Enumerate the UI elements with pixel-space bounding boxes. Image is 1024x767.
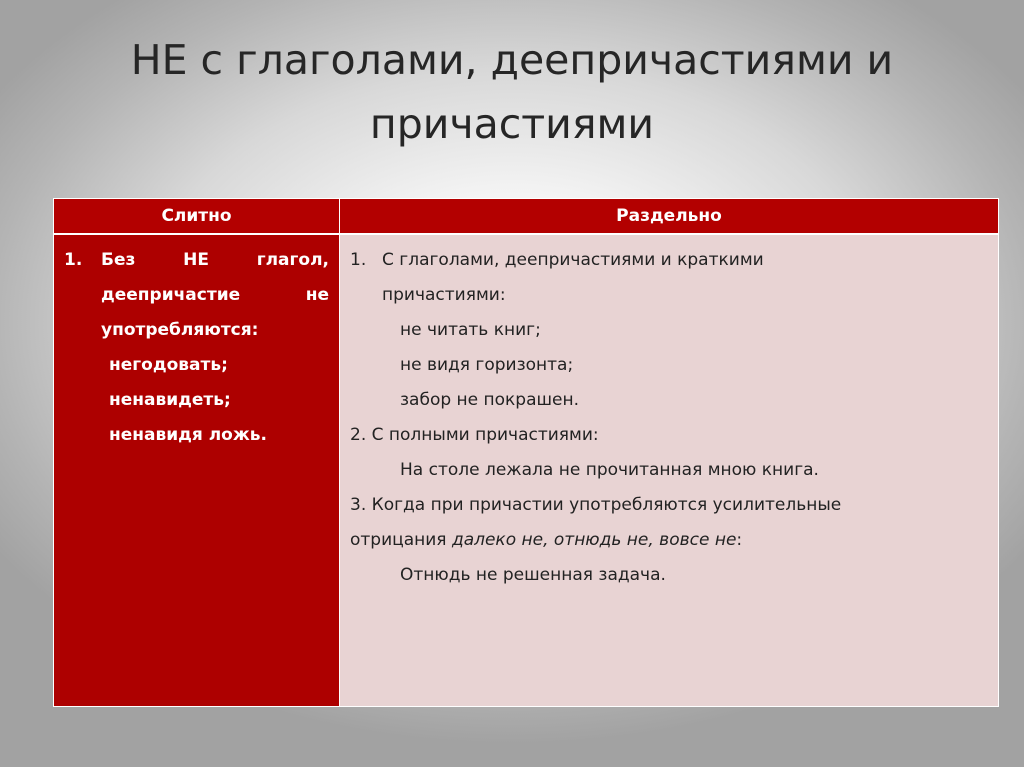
- header-razdelno: Раздельно: [340, 199, 999, 235]
- right-example: забор не покрашен.: [400, 390, 580, 410]
- left-rule-text: Без НЕ глагол, деепричастие не употребляются:: [101, 250, 329, 340]
- left-rule: [64, 243, 329, 348]
- left-rule-number: 1.: [64, 250, 83, 270]
- table-row: [54, 234, 999, 707]
- left-cell: [54, 234, 340, 707]
- slide-title: НЕ с глаголами, деепричастиями и причастиями: [130, 36, 894, 148]
- header-slitno: Слитно: [54, 199, 340, 235]
- right-rule-2-text: 2. С полными причастиями:: [350, 425, 599, 445]
- left-example: негодовать;: [109, 355, 228, 375]
- right-example: Отнюдь не решенная задача.: [400, 565, 666, 585]
- right-rule-3-suffix: :: [736, 530, 743, 550]
- right-example: не читать книг;: [400, 320, 541, 340]
- right-example: не видя горизонта;: [400, 355, 574, 375]
- right-rule-1-text: С глаголами, деепричастиями и краткими причастиями:: [382, 250, 764, 305]
- right-cell: [340, 234, 999, 707]
- right-rule-3-line2: [350, 523, 988, 558]
- rules-table: [53, 198, 999, 707]
- right-rule-3-prefix: отрицания: [350, 530, 452, 550]
- table-header-row: [54, 199, 999, 235]
- right-rule-3-line1: 3. Когда при причастии употребляются усилительные: [350, 495, 842, 515]
- right-example: На столе лежала не прочитанная мною книга.: [400, 460, 819, 480]
- left-example: ненавидеть;: [109, 390, 231, 410]
- right-rule-1: [350, 243, 988, 313]
- right-rule-1-number: 1.: [350, 250, 367, 270]
- right-rule-3-italic: далеко не, отнюдь не, вовсе не: [451, 530, 737, 550]
- left-example: ненавидя ложь.: [109, 425, 267, 445]
